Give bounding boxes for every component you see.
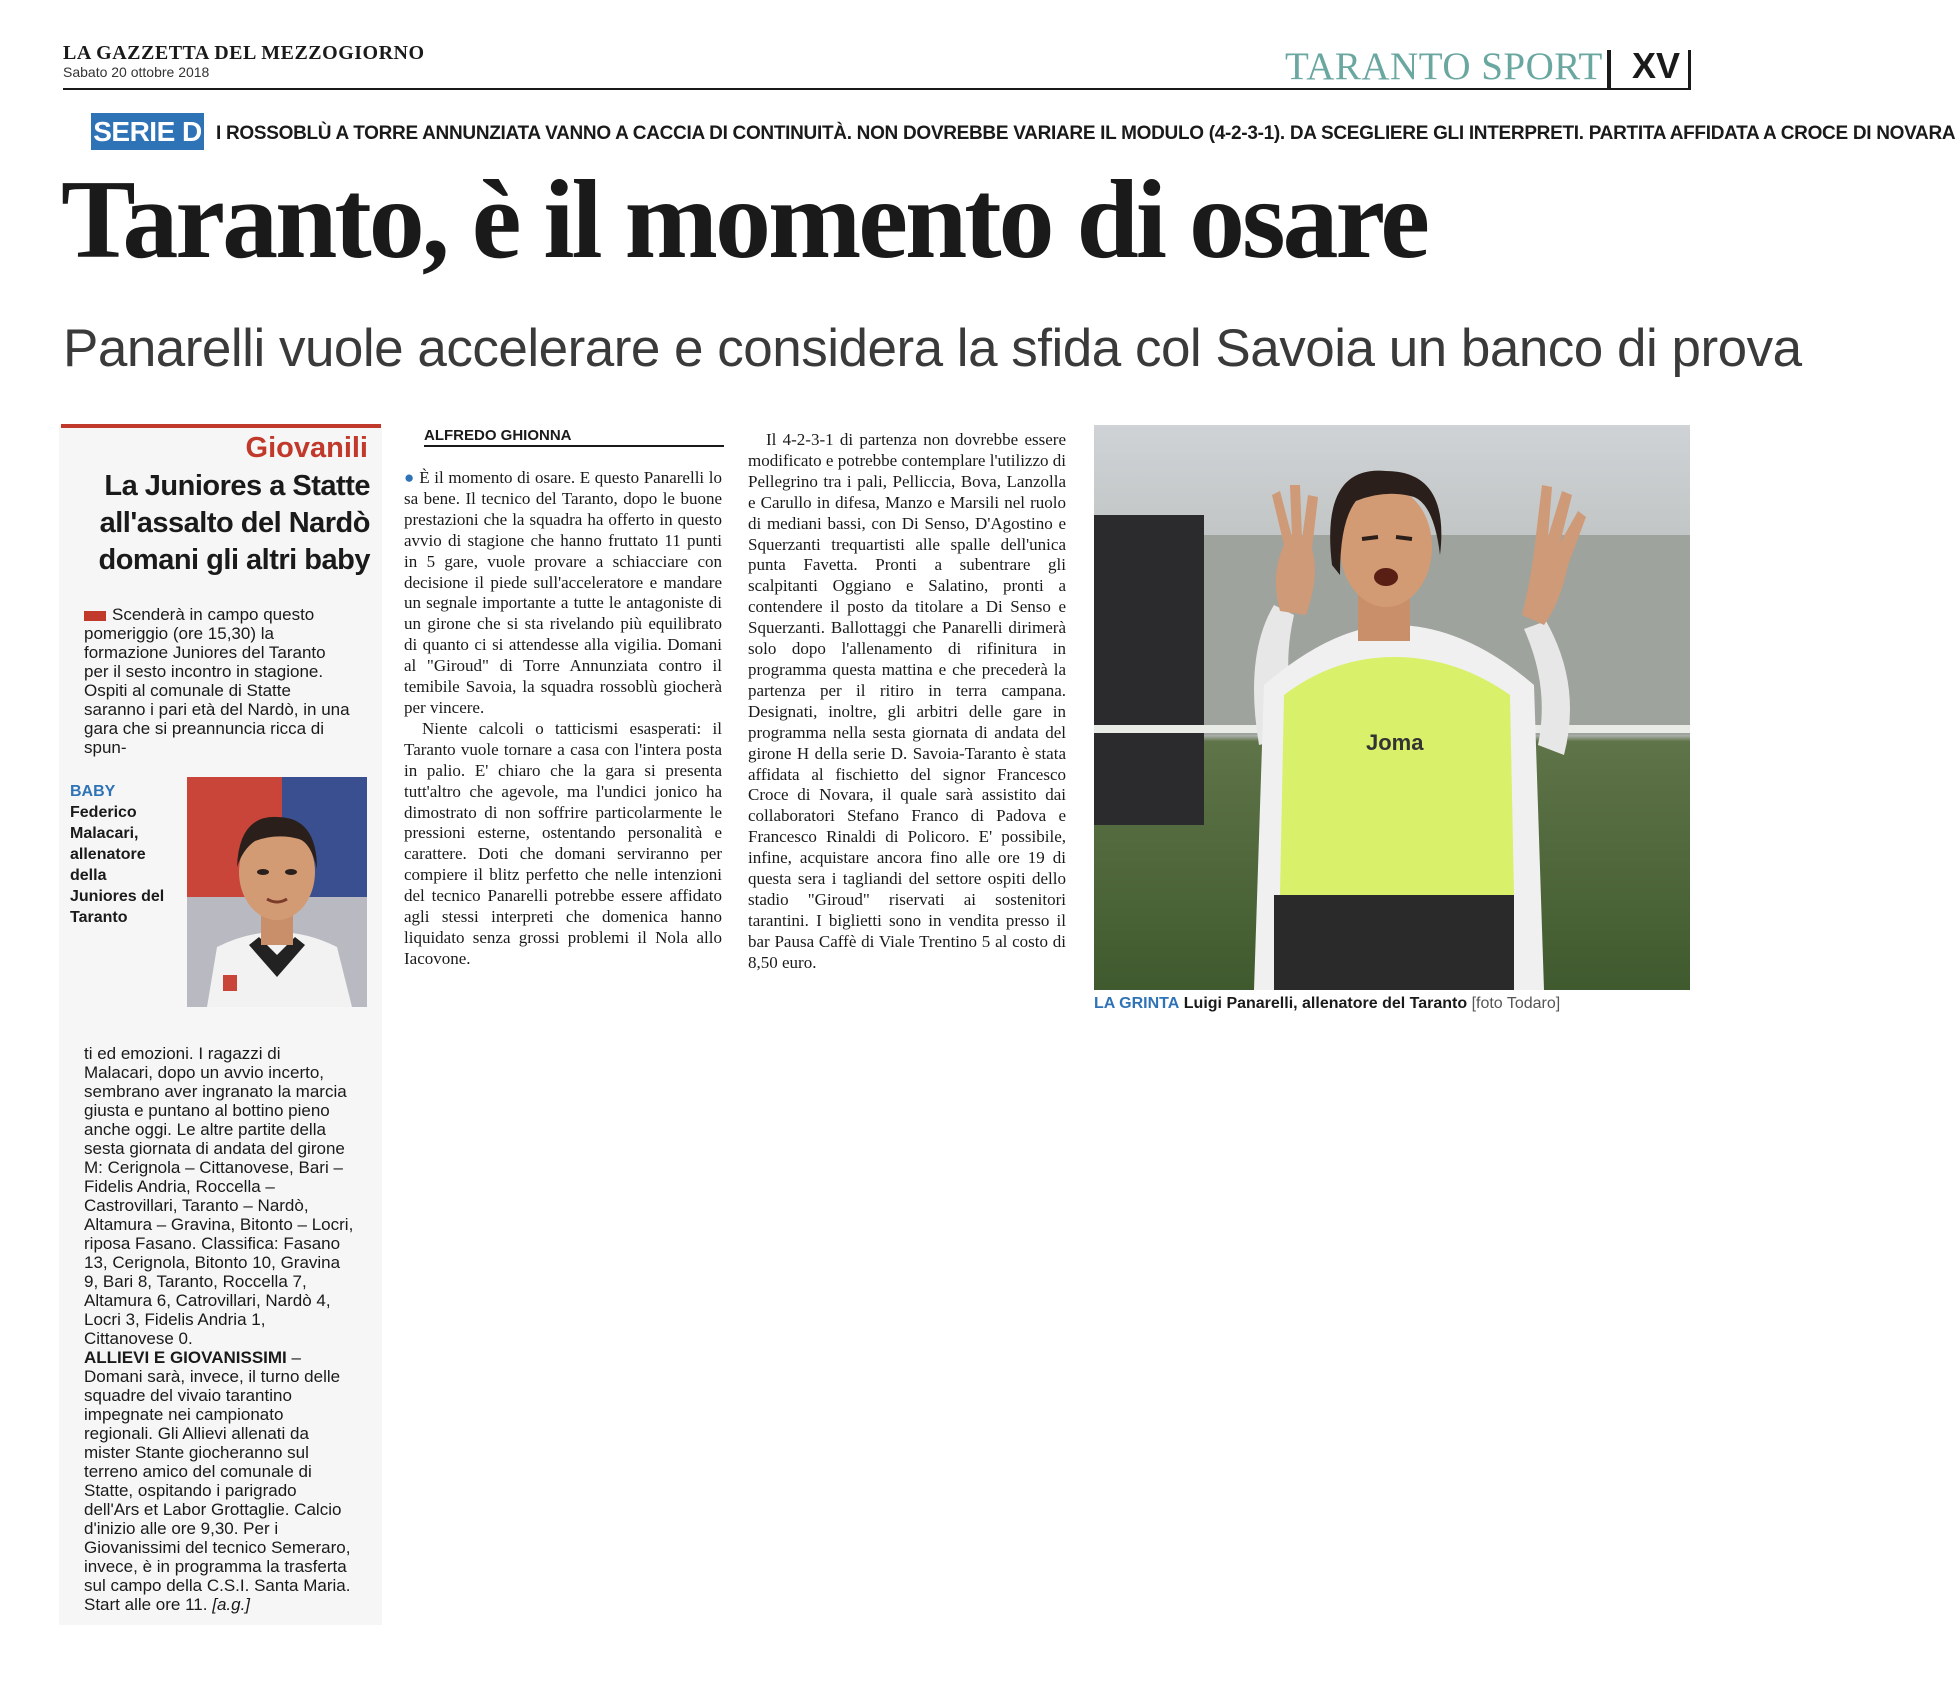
allievi-heading: ALLIEVI E GIOVANISSIMI: [84, 1348, 287, 1367]
sidebar-body-continued: ti ed emozioni. I ragazzi di Malacari, dopo un avvio incerto, sembrano aver ingranato la marcia giusta e puntano al bottino pieno anche oggi. Le altre partite della sesta giornata di andata del girone M: Cerignola – Cittanovese, Bari – Fidelis Andria, Roccella – Castrovillari, Taranto – Nardò, Altamura – Gravina, Bitonto – Locri, riposa Fasano. Classifica: Fasano 13, Cerignola, Bitonto 10, Gravina 9, Bari 8, Taranto, Roccella 7, Altamura 6, Catrovillari, Nardò 4, Locri 3, Fidelis Andria 1, Cittanovese 0.: [84, 1044, 354, 1348]
article-paragraph: [404, 468, 722, 719]
page-number-divider-right: [1688, 50, 1691, 90]
sidebar-body-main: [84, 1044, 354, 1614]
kicker: I ROSSOBLÙ A TORRE ANNUNZIATA VANNO A CACCIA DI CONTINUITÀ. NON DOVREBBE VARIARE IL MODULO (4-2-3-1). DA SCEGLIERE GLI INTERPRETI. PARTITA AFFIDATA A CROCE DI NOVARA: [216, 123, 1955, 144]
page-number-divider: [1607, 50, 1611, 90]
byline-rule: [424, 445, 724, 447]
sidebar-body-allievi: – Domani sarà, invece, il turno delle squadre del vivaio tarantino impegnate nei campionato regionali. Gli Allievi allenati da mister Stante giocheranno sul terreno amico del comunale di Statte, ospitando i parigrado dell'Ars et Labor Grottaglie. Calcio d'inizio alle ore 9,30. Per i Giovanissimi del tecnico Semeraro, invece, è in programma la trasferta sul campo della C.S.I. Santa Maria. Start alle ore 11.: [84, 1348, 351, 1614]
article-column-1: [404, 468, 722, 970]
article-paragraph-text: È il momento di osare. E questo Panarelli lo sa bene. Il tecnico del Taranto, dopo le buone prestazioni che la squadra ha offerto in questo avvio di stagione che hanno fruttato 11 punti in 5 gare, vuole provare a schiacciare con decisione il piede sull'acceleratore e mandare un segnale importante a tutte le antagoniste di un girone che si sta rivelando più equilibrato di quanto ci si attendesse alla vigilia. Domani al "Giroud" di Torre Annunziata contro il temibile Savoia, la squadra rossoblù giocherà per vincere.: [404, 468, 722, 717]
baby-photo-caption: [70, 781, 176, 928]
article-paragraph: Il 4-2-3-1 di partenza non dovrebbe essere modificato e potrebbe contemplare l'utilizzo di Pellegrino tra i pali, Pelliccia, Bova, Lanzolla e Carullo in difesa, Manzo e Marsili nel ruolo di mediani bassi, con Di Senso, D'Agostino e Squerzanti trequartisti alle spalle dell'unica punta Favetta. Pronti a subentrare gli scalpitanti Oggiano e Salatino, pronti a contendere il posto da titolare a Di Senso e Squerzanti. Ballottaggi che Panarelli dirimerà solo dopo l'allenamento di rifinitura in programma questa mattina e che precederà la partenza per il ritiro in terra campana. Designati, inoltre, gli arbitri delle gare in programma nella sesta giornata di andata del girone H della serie D. Savoia-Taranto è stata affidata al fischietto del signor Francesco Croce di Novara, il quale sarà assistito dai collaboratori Stefano Franco di Padova e Francesco Rinaldi di Policoro. E' possibile, infine, acquistare ancora fino alle ore 19 di questa sera i tagliandi del settore ospiti dello stadio "Giroud" riservati ai sostenitori tarantini. I biglietti sono in vendita presso il bar Pausa Caffè di Viale Trentino 5 al costo di 8,50 euro.: [748, 430, 1066, 972]
photo-caption-label: LA GRINTA: [1094, 995, 1180, 1012]
baby-caption-text: Federico Malacari, allenatore della Juniores del Taranto: [70, 804, 165, 926]
photo-credit: [foto Todaro]: [1471, 995, 1561, 1012]
coach-panarelli-photo: [1094, 425, 1690, 990]
sidebar-body-intro-text: Scenderà in campo questo pomeriggio (ore 15,30) la formazione Juniores del Taranto per il sesto incontro in stagione. Ospiti al comunale di Statte saranno i pari età del Nardò, in una gara che si preannuncia ricca di spun-: [84, 605, 350, 757]
section-title: TARANTO SPORT: [1285, 45, 1603, 88]
square-marker-icon: [84, 611, 106, 621]
page-number: XV: [1632, 45, 1681, 86]
header-rule: [63, 88, 1688, 90]
coach-portrait-illustration: [187, 777, 367, 1007]
serie-d-badge: SERIE D: [91, 113, 204, 150]
article-paragraph: Niente calcoli o tatticismi esasperati: il Taranto vuole tornare a casa con l'intera posta in palio. E' chiaro che la gara si presenta tutt'altro che agevole, ma l'undici jonico ha dimostrato di non soffrire particolarmente le pressioni esterne, ostentando personalità e carattere. Doti che domani serviranno per compiere il blitz perfetto che nelle intenzioni del tecnico Panarelli potrebbe essere affidato agli stessi interpreti che domenica hanno liquidato senza grossi problemi il Nola allo Iacovone.: [404, 718, 722, 968]
coach-portrait-photo: [187, 777, 367, 1007]
photo-caption: [1094, 995, 1560, 1013]
sidebar-rubric: Giovanili: [245, 432, 368, 464]
masthead: LA GAZZETTA DEL MEZZOGIORNO: [63, 42, 425, 64]
bullet-icon: ●: [404, 468, 415, 487]
baby-label: BABY: [70, 783, 116, 800]
headline: Taranto, è il momento di osare: [61, 158, 1427, 282]
photo-caption-text: Luigi Panarelli, allenatore del Taranto: [1183, 995, 1468, 1012]
issue-date: Sabato 20 ottobre 2018: [63, 64, 210, 80]
byline: ALFREDO GHIONNA: [424, 427, 572, 444]
coach-photo-illustration: [1094, 425, 1690, 990]
sidebar-title: La Juniores a Statte all'assalto del Nardò domani gli altri baby: [98, 470, 370, 576]
subheadline: Panarelli vuole accelerare e considera la sfida col Savoia un banco di prova: [63, 319, 1802, 378]
article-column-2: [748, 430, 1066, 974]
bib-brand-text: Joma: [1366, 730, 1424, 755]
sidebar-body-intro: [84, 605, 354, 757]
sidebar-top-bar: [61, 424, 381, 428]
sidebar-signature: [a.g.]: [212, 1595, 251, 1614]
